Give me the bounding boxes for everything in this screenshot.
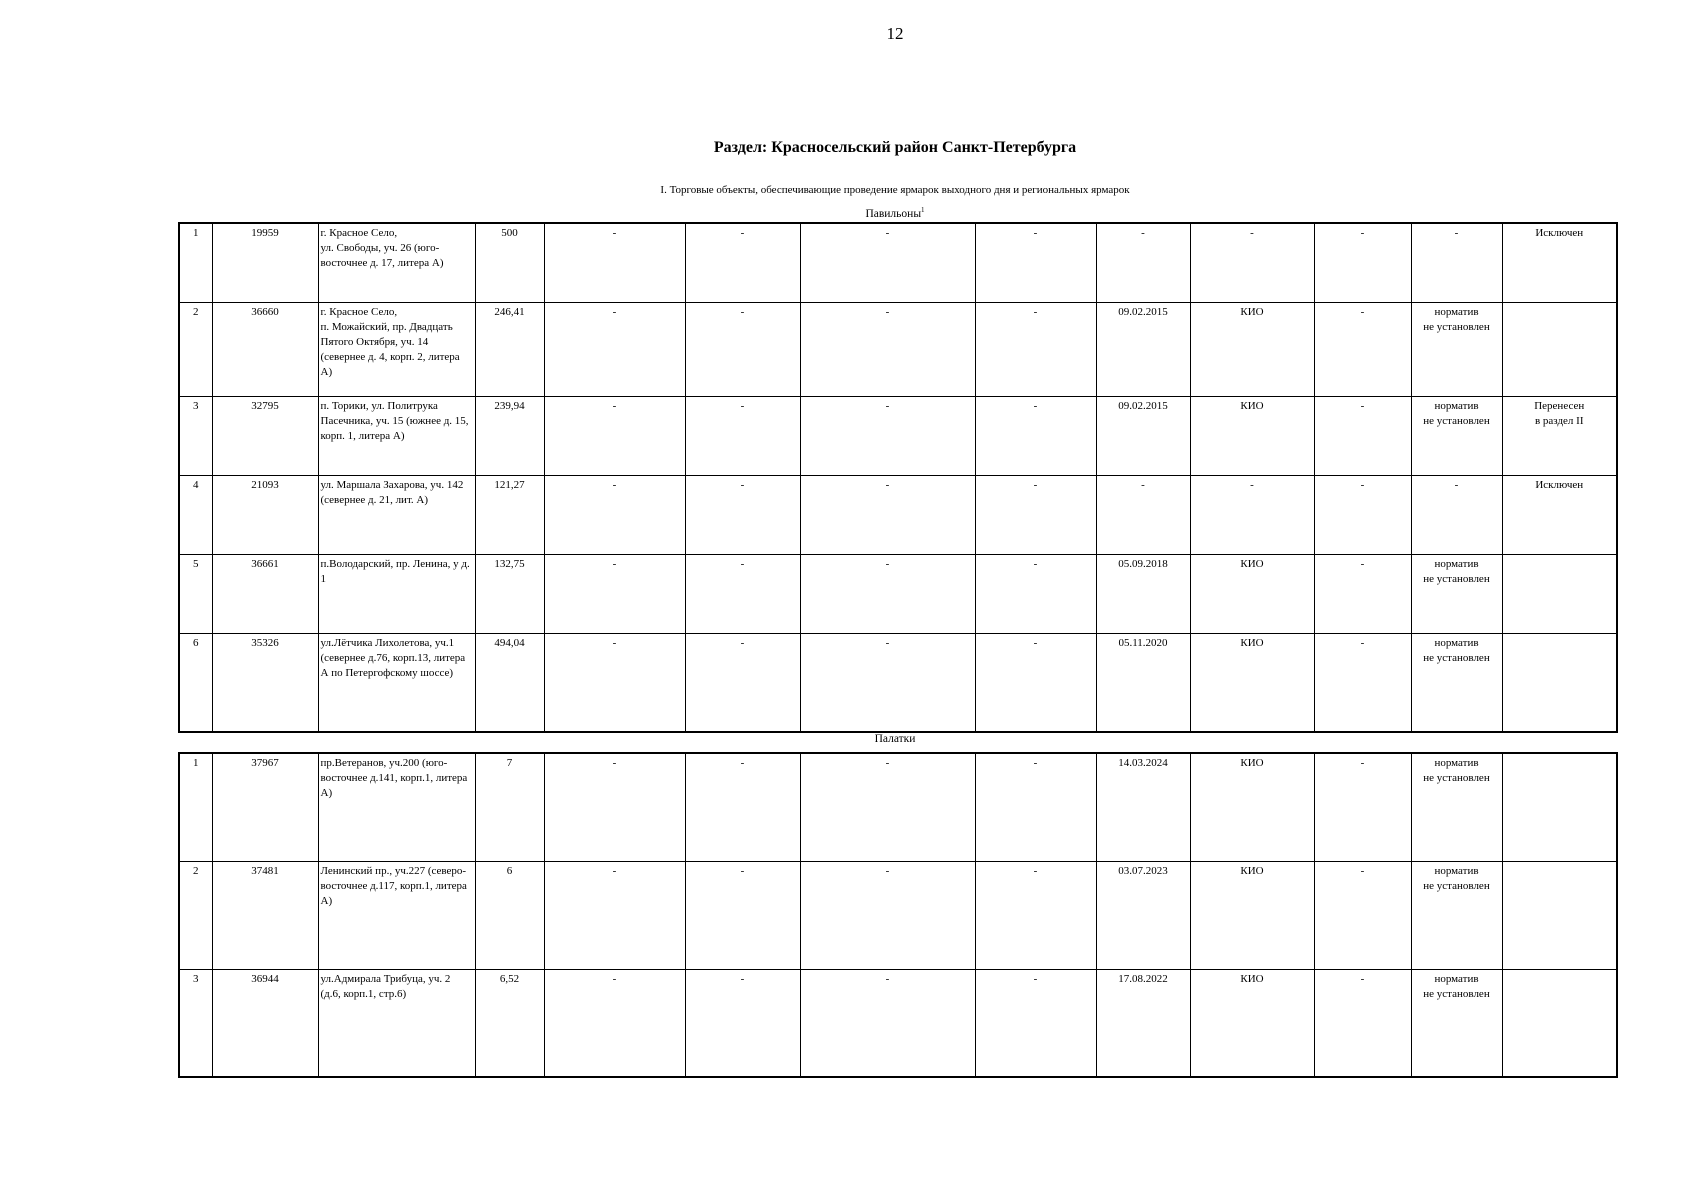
- table-row: [179, 223, 1617, 302]
- cell-c6-cell: -: [685, 633, 800, 732]
- norm-cell: норматив не установлен: [1411, 396, 1502, 475]
- area-cell: 494,04: [475, 633, 544, 732]
- cell-c6-cell: -: [685, 475, 800, 554]
- date-cell: 09.02.2015: [1096, 396, 1190, 475]
- organization-cell: КИО: [1190, 969, 1314, 1077]
- note-cell: [1502, 861, 1617, 969]
- cell-c7-cell: -: [800, 475, 975, 554]
- norm-cell: норматив не установлен: [1411, 554, 1502, 633]
- cell-c5-cell: -: [544, 861, 685, 969]
- cell-c11-cell: -: [1314, 633, 1411, 732]
- norm-cell: норматив не установлен: [1411, 861, 1502, 969]
- date-cell: 05.09.2018: [1096, 554, 1190, 633]
- cell-c8-cell: -: [975, 475, 1096, 554]
- cell-c8-cell: -: [975, 633, 1096, 732]
- row-number-cell: 1: [179, 753, 212, 861]
- tents-caption: Палатки: [874, 733, 916, 745]
- area-cell: 500: [475, 223, 544, 302]
- table-row: [179, 554, 1617, 633]
- area-cell: 6: [475, 861, 544, 969]
- row-number-cell: 6: [179, 633, 212, 732]
- table-row: [179, 396, 1617, 475]
- cell-c5-cell: -: [544, 554, 685, 633]
- table-row: [179, 633, 1617, 732]
- date-cell: 03.07.2023: [1096, 861, 1190, 969]
- organization-cell: КИО: [1190, 554, 1314, 633]
- object-id-cell: 35326: [212, 633, 318, 732]
- organization-cell: КИО: [1190, 753, 1314, 861]
- organization-cell: -: [1190, 223, 1314, 302]
- object-id-cell: 36660: [212, 302, 318, 396]
- cell-c6-cell: -: [685, 753, 800, 861]
- area-cell: 132,75: [475, 554, 544, 633]
- cell-c6-cell: -: [685, 554, 800, 633]
- object-id-cell: 19959: [212, 223, 318, 302]
- cell-c7-cell: -: [800, 969, 975, 1077]
- pavilions-table: [178, 222, 1618, 733]
- address-cell: г. Красное Село, п. Можайский, пр. Двадцать Пятого Октября, уч. 14 (севернее д. 4, корп. 2, литера А): [318, 302, 475, 396]
- organization-cell: КИО: [1190, 302, 1314, 396]
- cell-c11-cell: -: [1314, 969, 1411, 1077]
- norm-cell: норматив не установлен: [1411, 753, 1502, 861]
- cell-c6-cell: -: [685, 223, 800, 302]
- organization-cell: КИО: [1190, 861, 1314, 969]
- address-cell: п.Володарский, пр. Ленина, у д. 1: [318, 554, 475, 633]
- object-id-cell: 36944: [212, 969, 318, 1077]
- date-cell: -: [1096, 223, 1190, 302]
- date-cell: -: [1096, 475, 1190, 554]
- cell-c11-cell: -: [1314, 861, 1411, 969]
- cell-c7-cell: -: [800, 554, 975, 633]
- cell-c8-cell: -: [975, 861, 1096, 969]
- object-id-cell: 37967: [212, 753, 318, 861]
- cell-c7-cell: -: [800, 633, 975, 732]
- cell-c8-cell: -: [975, 753, 1096, 861]
- cell-c5-cell: -: [544, 475, 685, 554]
- cell-c5-cell: -: [544, 223, 685, 302]
- object-id-cell: 37481: [212, 861, 318, 969]
- cell-c11-cell: -: [1314, 223, 1411, 302]
- cell-c8-cell: -: [975, 223, 1096, 302]
- organization-cell: КИО: [1190, 396, 1314, 475]
- table-row: [179, 475, 1617, 554]
- cell-c11-cell: -: [1314, 753, 1411, 861]
- cell-c11-cell: -: [1314, 475, 1411, 554]
- row-number-cell: 3: [179, 396, 212, 475]
- table-row: [179, 861, 1617, 969]
- area-cell: 239,94: [475, 396, 544, 475]
- organization-cell: КИО: [1190, 633, 1314, 732]
- norm-cell: норматив не установлен: [1411, 633, 1502, 732]
- cell-c7-cell: -: [800, 753, 975, 861]
- cell-c8-cell: -: [975, 396, 1096, 475]
- row-number-cell: 5: [179, 554, 212, 633]
- norm-cell: норматив не установлен: [1411, 302, 1502, 396]
- cell-c5-cell: -: [544, 753, 685, 861]
- pavilions-caption-text: Павильоны: [865, 207, 922, 220]
- cell-c7-cell: -: [800, 396, 975, 475]
- cell-c6-cell: -: [685, 861, 800, 969]
- address-cell: г. Красное Село, ул. Свободы, уч. 26 (юго-восточнее д. 17, литера А): [318, 223, 475, 302]
- cell-c6-cell: -: [685, 302, 800, 396]
- table-row: [179, 302, 1617, 396]
- row-number-cell: 4: [179, 475, 212, 554]
- cell-c8-cell: -: [975, 302, 1096, 396]
- object-id-cell: 36661: [212, 554, 318, 633]
- cell-c6-cell: -: [685, 969, 800, 1077]
- row-number-cell: 2: [179, 861, 212, 969]
- address-cell: п. Торики, ул. Политрука Пасечника, уч. 15 (южнее д. 15, корп. 1, литера А): [318, 396, 475, 475]
- pavilions-caption: [0, 206, 1697, 220]
- section-title: Раздел: Красносельский район Санкт-Петербурга: [713, 139, 1077, 156]
- date-cell: 05.11.2020: [1096, 633, 1190, 732]
- date-cell: 17.08.2022: [1096, 969, 1190, 1077]
- note-cell: Исключен: [1502, 475, 1617, 554]
- area-cell: 6,52: [475, 969, 544, 1077]
- page-number: 12: [886, 24, 904, 43]
- cell-c11-cell: -: [1314, 554, 1411, 633]
- table-row: [179, 753, 1617, 861]
- row-number-cell: 3: [179, 969, 212, 1077]
- norm-cell: -: [1411, 223, 1502, 302]
- note-cell: [1502, 633, 1617, 732]
- norm-cell: -: [1411, 475, 1502, 554]
- date-cell: 14.03.2024: [1096, 753, 1190, 861]
- note-cell: [1502, 753, 1617, 861]
- cell-c5-cell: -: [544, 302, 685, 396]
- cell-c11-cell: -: [1314, 396, 1411, 475]
- row-number-cell: 1: [179, 223, 212, 302]
- cell-c7-cell: -: [800, 223, 975, 302]
- tents-table: [178, 752, 1618, 1078]
- note-cell: [1502, 969, 1617, 1077]
- cell-c7-cell: -: [800, 302, 975, 396]
- address-cell: ул.Лётчика Лихолетова, уч.1 (севернее д.76, корп.13, литера А по Петергофскому шоссе): [318, 633, 475, 732]
- row-number-cell: 2: [179, 302, 212, 396]
- area-cell: 121,27: [475, 475, 544, 554]
- object-id-cell: 21093: [212, 475, 318, 554]
- subsection-title: I. Торговые объекты, обеспечивающие проведение ярмарок выходного дня и региональных ярмарок: [660, 184, 1130, 196]
- note-cell: Исключен: [1502, 223, 1617, 302]
- cell-c6-cell: -: [685, 396, 800, 475]
- address-cell: Ленинский пр., уч.227 (северо-восточнее д.117, корп.1, литера А): [318, 861, 475, 969]
- cell-c5-cell: -: [544, 396, 685, 475]
- norm-cell: норматив не установлен: [1411, 969, 1502, 1077]
- cell-c5-cell: -: [544, 633, 685, 732]
- cell-c5-cell: -: [544, 969, 685, 1077]
- note-cell: Перенесен в раздел II: [1502, 396, 1617, 475]
- address-cell: ул. Маршала Захарова, уч. 142 (севернее д. 21, лит. А): [318, 475, 475, 554]
- cell-c11-cell: -: [1314, 302, 1411, 396]
- area-cell: 246,41: [475, 302, 544, 396]
- address-cell: пр.Ветеранов, уч.200 (юго-восточнее д.141, корп.1, литера А): [318, 753, 475, 861]
- note-cell: [1502, 302, 1617, 396]
- table-row: [179, 969, 1617, 1077]
- organization-cell: -: [1190, 475, 1314, 554]
- object-id-cell: 32795: [212, 396, 318, 475]
- cell-c7-cell: -: [800, 861, 975, 969]
- note-cell: [1502, 554, 1617, 633]
- footnote-mark: 1: [921, 206, 925, 214]
- cell-c8-cell: -: [975, 554, 1096, 633]
- date-cell: 09.02.2015: [1096, 302, 1190, 396]
- address-cell: ул.Адмирала Трибуца, уч. 2 (д.6, корп.1, стр.6): [318, 969, 475, 1077]
- cell-c8-cell: -: [975, 969, 1096, 1077]
- area-cell: 7: [475, 753, 544, 861]
